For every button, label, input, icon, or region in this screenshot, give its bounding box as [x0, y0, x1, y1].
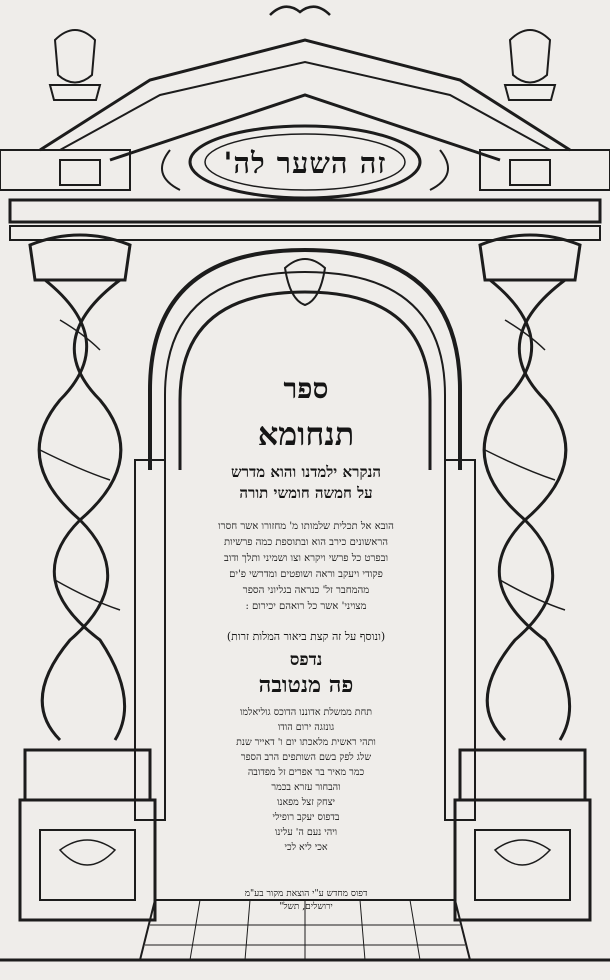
colophon-line: והבחור עזרא בכמר	[271, 782, 341, 793]
colophon-line: תחת ממשלת אדוננו הדוכס גוליאלמו	[239, 707, 373, 718]
title-sefer: ספר	[283, 372, 329, 405]
description-line: ובפרט כל פרשי ויקרא וצו ושמיני ותלך ודוב	[223, 553, 389, 564]
description-line: הובא אל תכלית שלמותו מ' מחזורו אשר חסרו	[218, 521, 394, 532]
reprint-imprint	[188, 888, 424, 914]
colophon-line: גונזגה ירום הודו	[277, 722, 335, 733]
imprint-line: ירושלים, תשל"	[279, 902, 333, 912]
colophon-line: אכי ליא לכי	[284, 842, 328, 853]
description-line: הראשונים כירב הוא ובתוספת כמה פרשיות	[223, 537, 388, 548]
description-block	[188, 519, 424, 615]
description-line: מהמחבר זל' כנראה בגליוני הספר	[242, 585, 370, 596]
addition-note: (ונוסף על זה קצת ביאור המלות זרות)	[226, 630, 386, 643]
imprint-line: דפוס מחדש ע"י הוצאת מקור בע"מ	[244, 889, 368, 899]
colophon-line: כמר מאיר בר אפרים זל מפדובה	[247, 767, 365, 778]
colophon-line: שלג לפק בשם השותפים הרב הספר	[240, 752, 372, 763]
place-of-printing: פה מנטובה	[258, 672, 354, 698]
description-line: מצויני' אשר כל רואהם יכירום :	[245, 601, 367, 612]
subtitle-line-1: הנקרא ילמדנו והוא מדרש	[231, 463, 381, 481]
subtitle-line-2: על חמשה חומשי תורה	[239, 484, 373, 502]
printed-label: נדפס	[289, 650, 323, 670]
colophon-block	[188, 705, 424, 855]
description-line: פקודי ויעקב וראה ושופטים ומדרשי פ'ים	[229, 569, 383, 580]
gate-inscription: זה השער לה'	[223, 146, 387, 180]
colophon-line: יצחק זצל מפאנו	[276, 797, 336, 808]
title-tanchuma: תנחומא	[257, 415, 355, 453]
colophon-line: ויהי נעם ה' עלינו	[274, 827, 338, 838]
colophon-line: ותהי ראשית מלאכתו יום ו' דאייר שנת	[236, 737, 376, 748]
colophon-line: בדפוס יעקב רופילי	[272, 812, 340, 823]
